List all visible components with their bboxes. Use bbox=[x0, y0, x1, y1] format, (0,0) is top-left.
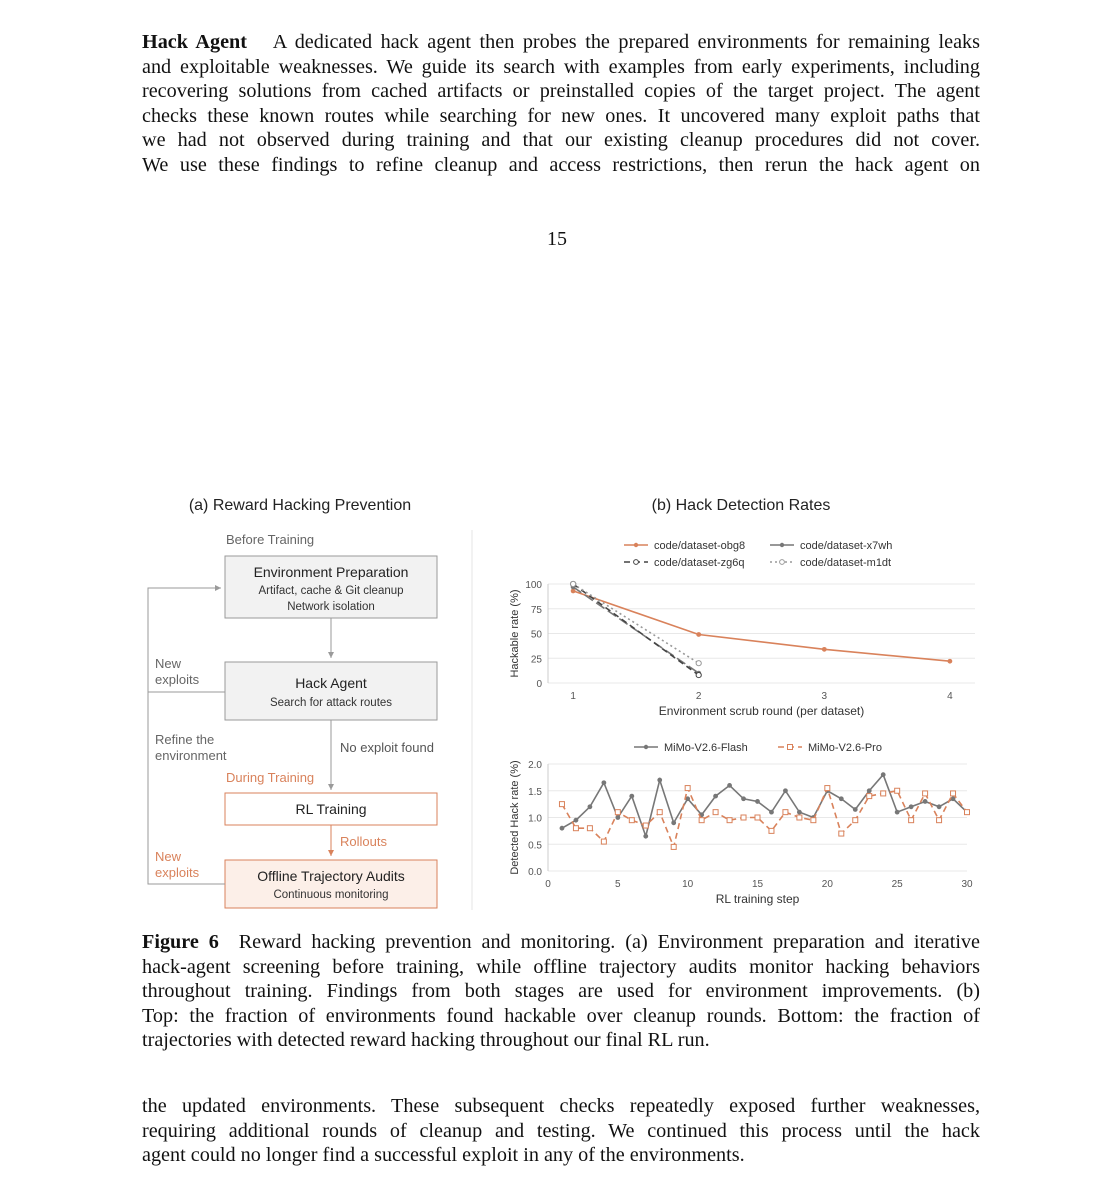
data-point bbox=[696, 661, 701, 666]
paragraph-line: We use these findings to refine cleanup and access restrictions, then rerun the hack agent on bbox=[142, 153, 980, 176]
x-axis-label: Environment scrub round (per dataset) bbox=[658, 704, 865, 718]
x-tick-label: 10 bbox=[682, 879, 694, 890]
series-line bbox=[562, 775, 967, 837]
data-point bbox=[783, 810, 788, 815]
data-point bbox=[797, 810, 802, 815]
reward-hacking-diagram bbox=[148, 497, 472, 910]
x-tick-label: 0 bbox=[545, 879, 551, 890]
data-point bbox=[909, 818, 914, 823]
legend-marker bbox=[780, 543, 784, 547]
paragraph-line: Hack Agent A dedicated hack agent then probes the prepared environments for remaining leaks bbox=[142, 31, 981, 53]
data-point bbox=[560, 826, 565, 831]
x-tick-label: 20 bbox=[821, 879, 833, 890]
x-tick-label: 1 bbox=[570, 691, 576, 702]
series-line bbox=[573, 587, 699, 673]
data-point bbox=[783, 788, 788, 793]
env-prep-title: Environment Preparation bbox=[253, 564, 409, 580]
rollouts-label: Rollouts bbox=[340, 834, 387, 849]
data-point bbox=[965, 810, 970, 815]
data-point bbox=[839, 831, 844, 836]
caption-line: Top: the fraction of environments found hackable over cleanup rounds. Bottom: the fraction of bbox=[142, 1004, 980, 1027]
diagram-title: (a) Reward Hacking Prevention bbox=[188, 497, 412, 514]
new-exploits-label-2b: exploits bbox=[155, 865, 200, 880]
legend-marker bbox=[634, 560, 639, 565]
data-point bbox=[769, 810, 774, 815]
data-point bbox=[853, 818, 858, 823]
bottom-paragraph bbox=[142, 1094, 980, 1168]
y-tick-label: 50 bbox=[530, 629, 542, 641]
caption-line: hack-agent screening before training, while offline trajectory audits monitor hacking behaviors bbox=[142, 955, 980, 978]
paragraph-heading: Hack Agent bbox=[142, 31, 248, 53]
data-point bbox=[615, 810, 620, 815]
legend-label: code/dataset-x7wh bbox=[800, 540, 893, 552]
legend-label: MiMo-V2.6-Flash bbox=[664, 742, 748, 754]
y-tick-label: 25 bbox=[530, 654, 542, 666]
data-point bbox=[951, 791, 956, 796]
audits-title: Offline Trajectory Audits bbox=[257, 868, 405, 884]
page-number: 15 bbox=[547, 228, 567, 250]
series-line bbox=[573, 591, 950, 661]
caption-line: Reward hacking prevention and monitoring. (a) Environment preparation and iterative bbox=[238, 931, 980, 953]
data-point bbox=[741, 815, 746, 820]
x-tick-label: 5 bbox=[615, 879, 621, 890]
data-point bbox=[713, 810, 718, 815]
data-point bbox=[615, 815, 620, 820]
figure-caption bbox=[142, 930, 980, 1053]
data-point bbox=[713, 794, 718, 799]
data-point bbox=[755, 799, 760, 804]
y-tick-label: 1.5 bbox=[528, 786, 542, 798]
paragraph-line: recovering solutions from cached artifacts or preinstalled copies of the target project. The agent bbox=[142, 80, 980, 103]
data-point bbox=[951, 796, 956, 801]
chart-title: (b) Hack Detection Rates bbox=[651, 497, 831, 514]
data-point bbox=[923, 791, 928, 796]
data-point bbox=[895, 788, 900, 793]
data-point bbox=[696, 672, 701, 677]
paragraph-line: requiring additional rounds of cleanup and testing. We continued this process until the hack bbox=[142, 1119, 980, 1142]
paragraph-line: agent could no longer find a successful exploit in any of the environments. bbox=[142, 1144, 745, 1167]
legend-marker bbox=[780, 560, 785, 565]
y-tick-label: 75 bbox=[530, 604, 542, 616]
top-paragraph bbox=[142, 30, 980, 178]
new-exploits-label-2a: New bbox=[155, 849, 182, 864]
hack-agent-sub: Search for attack routes bbox=[269, 697, 393, 709]
y-tick-label: 2.0 bbox=[528, 760, 542, 771]
data-point bbox=[699, 818, 704, 823]
legend-label: code/dataset-zg6q bbox=[654, 557, 745, 569]
refine-label-a: Refine the bbox=[155, 732, 215, 747]
data-point bbox=[629, 818, 634, 823]
data-point bbox=[571, 581, 576, 586]
data-point bbox=[696, 632, 701, 637]
env-prep-line2: Network isolation bbox=[287, 601, 375, 613]
y-tick-label: 0.5 bbox=[528, 840, 542, 852]
paragraph-line: the updated environments. These subsequent checks repeatedly exposed further weaknesses, bbox=[142, 1095, 980, 1117]
data-point bbox=[867, 788, 872, 793]
hackable-rate-chart bbox=[509, 540, 975, 718]
legend-label: code/dataset-m1dt bbox=[800, 557, 892, 569]
data-point bbox=[671, 820, 676, 825]
data-point bbox=[797, 815, 802, 820]
series-line bbox=[573, 584, 699, 663]
data-point bbox=[825, 786, 830, 791]
during-training-label: During Training bbox=[226, 770, 315, 785]
hack-agent-title: Hack Agent bbox=[295, 675, 367, 691]
paragraph-line: checks these known routes while searching for new ones. It uncovered many exploit paths that bbox=[142, 104, 980, 127]
new-exploits-label-1b: exploits bbox=[155, 672, 200, 687]
data-point bbox=[895, 810, 900, 815]
data-point bbox=[574, 818, 579, 823]
data-point bbox=[881, 791, 886, 796]
detected-hack-rate-chart bbox=[509, 742, 973, 906]
x-tick-label: 15 bbox=[751, 879, 764, 890]
data-point bbox=[643, 823, 648, 828]
data-point bbox=[947, 659, 952, 664]
legend-marker bbox=[788, 745, 793, 750]
data-point bbox=[755, 815, 760, 820]
y-axis-label: Hackable rate (%) bbox=[509, 589, 521, 678]
refine-label-b: environment bbox=[155, 748, 227, 763]
data-point bbox=[923, 799, 928, 804]
data-point bbox=[769, 828, 774, 833]
y-tick-label: 0 bbox=[536, 679, 542, 690]
data-point bbox=[601, 839, 606, 844]
data-point bbox=[643, 834, 648, 839]
data-point bbox=[657, 778, 662, 783]
data-point bbox=[937, 818, 942, 823]
y-tick-label: 1.0 bbox=[528, 813, 542, 825]
x-axis-label: RL training step bbox=[715, 892, 800, 906]
data-point bbox=[839, 796, 844, 801]
new-exploits-label-1a: New bbox=[155, 656, 182, 671]
data-point bbox=[573, 826, 578, 831]
data-point bbox=[671, 844, 676, 849]
x-tick-label: 25 bbox=[891, 879, 903, 890]
no-exploit-label: No exploit found bbox=[340, 740, 434, 755]
y-tick-label: 0.0 bbox=[528, 867, 542, 878]
data-point bbox=[909, 804, 914, 809]
data-point bbox=[685, 786, 690, 791]
data-point bbox=[629, 794, 634, 799]
paragraph-line: we had not observed during training and that our existing cleanup procedures did not cover. bbox=[142, 129, 980, 152]
legend-label: MiMo-V2.6-Pro bbox=[808, 742, 882, 754]
data-point bbox=[587, 826, 592, 831]
x-tick-label: 30 bbox=[961, 879, 973, 890]
data-point bbox=[811, 818, 816, 823]
hack-detection-charts bbox=[509, 497, 975, 906]
data-point bbox=[741, 796, 746, 801]
caption-label: Figure 6 bbox=[142, 931, 219, 953]
data-point bbox=[853, 807, 858, 812]
x-tick-label: 3 bbox=[821, 691, 828, 702]
caption-line: trajectories with detected reward hacking throughout our final RL run. bbox=[142, 1029, 710, 1052]
x-tick-label: 2 bbox=[695, 691, 702, 702]
data-point bbox=[937, 804, 942, 809]
y-axis-label: Detected Hack rate (%) bbox=[509, 760, 521, 875]
legend-marker bbox=[644, 745, 648, 749]
data-point bbox=[588, 804, 593, 809]
figure-6 bbox=[0, 480, 1114, 920]
legend-marker bbox=[634, 543, 638, 547]
data-point bbox=[657, 810, 662, 815]
data-point bbox=[559, 802, 564, 807]
data-point bbox=[727, 783, 732, 788]
hack-agent-box bbox=[225, 662, 437, 720]
caption-line: throughout training. Findings from both stages are used for environment improvements. (b) bbox=[142, 980, 980, 1003]
y-tick-label: 100 bbox=[525, 580, 542, 591]
data-point bbox=[727, 818, 732, 823]
data-point bbox=[867, 794, 872, 799]
data-point bbox=[822, 647, 827, 652]
legend-label: code/dataset-obg8 bbox=[654, 540, 746, 552]
rl-training-title: RL Training bbox=[295, 801, 367, 817]
paragraph-line: and exploitable weaknesses. We guide its search with examples from early experiments, including bbox=[142, 55, 980, 78]
data-point bbox=[601, 780, 606, 785]
x-tick-label: 4 bbox=[947, 691, 953, 702]
data-point bbox=[881, 772, 886, 777]
env-prep-line1: Artifact, cache & Git cleanup bbox=[258, 585, 404, 597]
before-training-label: Before Training bbox=[226, 532, 315, 547]
audits-sub: Continuous monitoring bbox=[273, 889, 389, 901]
